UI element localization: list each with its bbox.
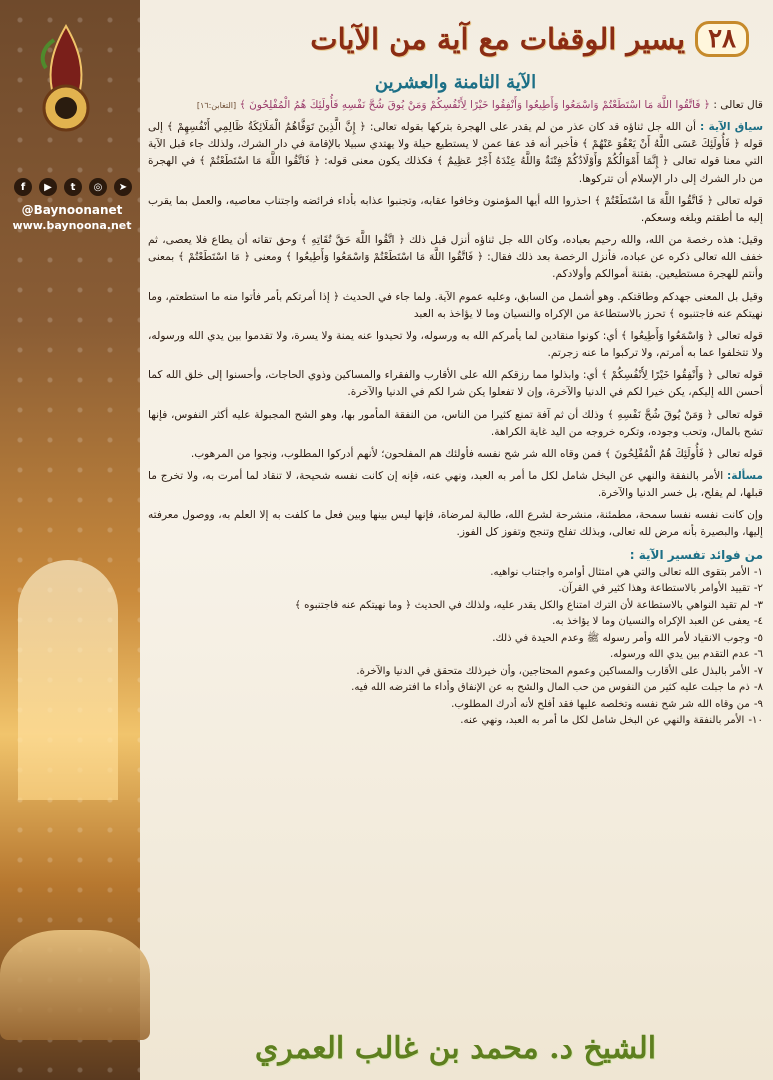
social-handle[interactable]: @Baynoonanet xyxy=(21,203,123,217)
article-body xyxy=(148,97,763,542)
main-content xyxy=(148,8,763,1072)
author-signature: الشيخ د. محمد بن غالب العمري xyxy=(254,1031,657,1066)
benefit-item: ١٠-الأمر بالنفقة والنهي عن البخل شامل لكل ما أمر به العبد، ونهي عنه. xyxy=(460,715,763,727)
decorative-window xyxy=(18,560,118,800)
paragraph-issue xyxy=(148,468,763,502)
paragraph-4: وقيل: هذه رخصة من الله، والله رحيم بعباده، وكان الله جل ثناؤه أنزل قبل ذلك ﴿ اتَّقُوا اللَّهَ حَقَّ تُقَاتِهِ ﴾ وحق تقاته أن يطاع فلا يعصى، ثم خفف الله تعالى ذكره عن عباده، فأنزل الرخصة بعد ذلك فقال: ﴿ فَاتَّقُوا اللَّهَ مَا اسْتَطَعْتُمْ وَاسْمَعُوا وَأَطِيعُوا ﴾ ومعنى ﴿ مَا اسْتَطَعْتُمْ ﴾ بمعنى وأنتم للهجرة مستطيعين. بفتنة أموالكم وأولادكم. xyxy=(148,234,763,281)
paragraph-3: قوله تعالى ﴿ فَاتَّقُوا اللَّهَ مَا اسْتَطَعْتُمْ ﴾ احذروا الله أيها المؤمنون وخافوا عقابه، وتجنبوا عذابه بأداء فرائضه واجتناب معاصيه، والعمل بما يقرب إليه ما أطقتم وبلغه وسعكم. xyxy=(148,194,763,224)
sidebar-pattern xyxy=(0,0,140,1080)
paragraph-verse xyxy=(148,97,763,114)
website-link[interactable]: www.baynoona.net xyxy=(12,219,132,232)
benefit-item: ٤-يعفى عن العبد الإكراه والنسيان وما لا يؤاخذ به. xyxy=(552,616,763,628)
instagram-icon[interactable]: ◎ xyxy=(89,178,107,196)
episode-number-badge: ٢٨ xyxy=(695,21,749,57)
verse-reference: [التغابن:١٦] xyxy=(196,101,237,110)
benefit-item: ٣-لم تقيد النواهي بالاستطاعة لأن الترك امتناع والكل يقدر عليه، ولذلك في الحديث ﴿ وما نهيتكم عنه فاجتنبوه ﴾ xyxy=(294,599,763,611)
decorative-open-book xyxy=(0,930,150,1040)
benefit-item: ٦-عدم التقدم بين يدي الله ورسوله. xyxy=(610,649,763,661)
baynoona-logo xyxy=(30,20,102,150)
verse-intro: قال تعالى : xyxy=(713,99,763,111)
paragraph-11: وإن كانت نفسه نفسا سمحة، مطمئنة، منشرحة لشرع الله، طالبة لمرضاة، فإنها ليس بينها وبين فعل ما كلفت به إلا العلم به، ووصول معرفته إليها، والبصيرة بأنه مرض لله تعالى، وبذلك تفلح وتنجح وتفوز كل الفوز. xyxy=(148,509,763,539)
telegram-icon[interactable]: ➤ xyxy=(114,178,132,196)
benefit-item: ٨-ذم ما جبلت عليه كثير من النفوس من حب المال والشح به عن الإنفاق وأداء ما افترضه الله فيه. xyxy=(351,682,763,694)
paragraph-7: قوله تعالى ﴿ وَأَنْفِقُوا خَيْرًا لِأَنْفُسِكُمْ ﴾ أي: وابذلوا مما رزقكم الله على الأقارب والفقراء والمساكين وذوي الحاجات، وأحسنوا إلى خلق الله كما أحسن الله إليكم، يكن خيرا لكم في الدنيا والآخرة، وإن لا تفعلوا يكن شرا لكم في الدنيا والآخرة. xyxy=(148,369,763,399)
benefit-item: ٧-الأمر بالبذل على الأقارب والمساكين وعموم المحتاجين، وأن خيرذلك متحقق في الدنيا والآخرة. xyxy=(356,665,763,677)
sidebar xyxy=(0,0,140,1080)
verse-text: ﴿ فَاتَّقُوا اللَّهَ مَا اسْتَطَعْتُمْ وَاسْمَعُوا وَأَطِيعُوا وَأَنْفِقُوا خَيْرًا لِأَنْفُسِكُمْ وَمَنْ يُوقَ شُحَّ نَفْسِهِ فَأُولَئِكَ هُمُ الْمُفْلِحُونَ ﴾ xyxy=(239,99,710,111)
benefit-item: ٩-من وقاه الله شر شح نفسه وتخلصه عليها فقد أفلح لأنه أدرك المطلوب. xyxy=(451,698,763,710)
benefit-item: ٢-تقييد الأوامر بالاستطاعة وهذا كثير في القرآن. xyxy=(558,583,763,595)
paragraph-6: قوله تعالى ﴿ وَاسْمَعُوا وَأَطِيعُوا ﴾ أي: كونوا منقادين لما يأمركم الله به ورسوله، ولا تحيدوا عنه يمنة ولا يسرة، ولا تقدموا بين يدي الله ورسوله، ولا تتخلفوا عما به أمرتم، ولا تركبوا ما عنه زجرتم. xyxy=(148,329,763,360)
paragraph-8: قوله تعالى ﴿ وَمَنْ يُوقَ شُحَّ نَفْسِهِ ﴾ وذلك أن ثم آفة تمنع كثيرا من الناس، من النفقة المأمور بها، وهو الشح المجبولة عليه أكثر النفوس، فإنها تشح بالمال، وتحب وجوده، وتكره خروجه من اليد غاية الكراهة. xyxy=(148,408,763,438)
benefit-item: ٥-وجوب الانقياد لأمر الله وأمر رسوله ﷺ وعدم الحيدة في ذلك. xyxy=(492,632,763,644)
context-label: سياق الآية : xyxy=(699,121,763,134)
paragraph-context xyxy=(148,119,763,188)
issue-label: مسألة: xyxy=(727,469,763,482)
benefit-item: ١-الأمر بتقوى الله تعالى والتي هي امتثال أوامره واجتناب نواهيه. xyxy=(490,566,763,578)
social-icons xyxy=(14,178,132,196)
context-text: أن الله جل ثناؤه قد كان عذر من لم يقدر على الهجرة بتركها بقوله تعالى: ﴿ إِنَّ الَّذِينَ تَوَفَّاهُمُ الْمَلَائِكَةُ ظَالِمِي أَنْفُسِهِمْ ﴾ إلى قوله ﴿ فَأُولَئِكَ عَسَى اللَّهُ أَنْ يَعْفُوَ عَنْهُمْ ﴾ فأخبر أنه قد عفا عمن لا يستطيع حيلة ولا يهتدي سبيلا بالإقامة في دار الشرك، ولذلك جاء قبل الآية التي معنا قوله تعالى ﴿ إِنَّمَا أَمْوَالُكُمْ وَأَوْلَادُكُمْ فِتْنَةٌ وَاللَّهُ عِنْدَهُ أَجْرٌ عَظِيمٌ ﴾ فكذلك يكون معنى قوله: ﴿ فَاتَّقُوا اللَّهَ مَا اسْتَطَعْتُمْ ﴾ في الهجرة من دار الشرك إلى دار الإسلام أن تتركوها. xyxy=(148,121,763,185)
verse-subtitle: الآية الثامنة والعشرين xyxy=(374,72,537,93)
paragraph-5: وقيل بل المعنى جهدكم وطاقتكم. وهو أشمل من السابق، وعليه عموم الآية. ولما جاء في الحديث ﴿ إذا أمرتكم بأمر فأتوا منه ما استطعتم، وما نهيتكم عنه فاجتنبوه ﴾ تحرز بالاستطاعة من الإكراه والنسيان وما لا يؤاخذ به العبد xyxy=(148,290,763,320)
benefits-list xyxy=(148,565,763,730)
issue-text: الأمر بالنفقة والنهي عن البخل شامل لكل ما أمر به العبد، ونهي عنه، فإنه إن كانت نفسه شحيحة، لا تنقاد لما أمرت به، ولا تخرج ما قبلها، لم يفلح، بل خسر الدنيا والآخرة. xyxy=(148,469,763,500)
facebook-icon[interactable]: f xyxy=(14,178,32,196)
page-title: يسير الوقفات مع آية من الآيات xyxy=(310,22,686,56)
header xyxy=(148,8,763,70)
benefits-title: من فوائد تفسير الآية : xyxy=(629,547,763,562)
paragraph-9: قوله تعالى ﴿ فَأُولَئِكَ هُمُ الْمُفْلِحُونَ ﴾ فمن وقاه الله شر شح نفسه فأولئك هم المفلحون؛ لأنهم أدركوا المطلوب، ونجوا من المرهوب. xyxy=(190,447,763,460)
youtube-icon[interactable]: ▶ xyxy=(39,178,57,196)
twitter-icon[interactable]: t xyxy=(64,178,82,196)
